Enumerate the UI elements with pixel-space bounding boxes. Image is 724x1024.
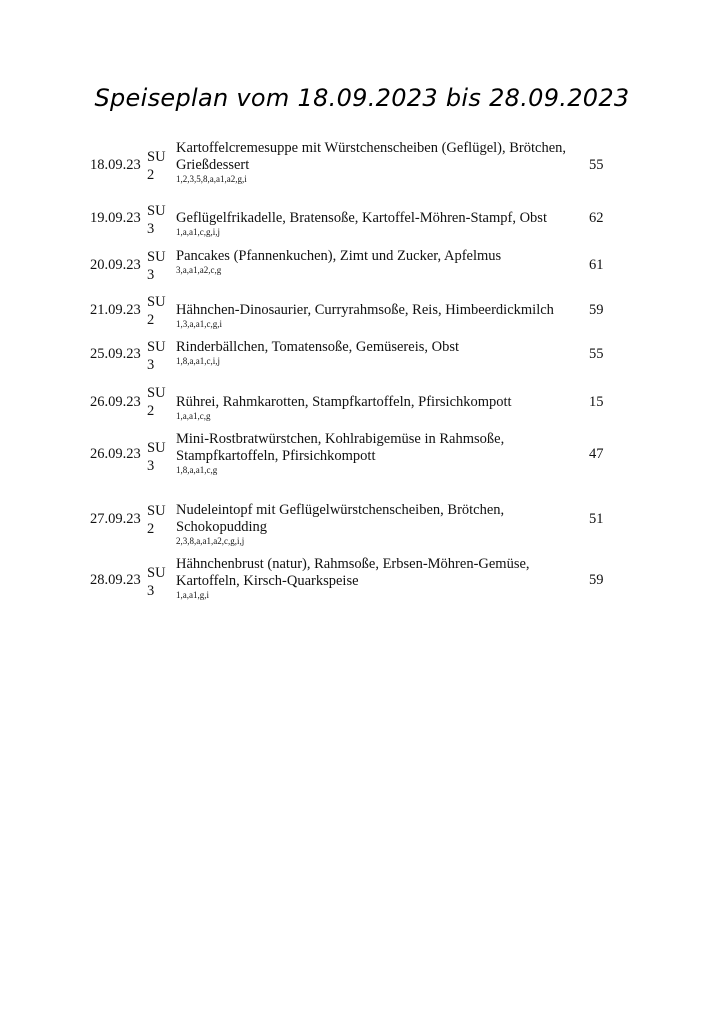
menu-meal-text: Rührei, Rahmkarotten, Stampfkartoffeln, Pfirsichkompott [176,394,512,410]
menu-type-number: 2 [147,521,155,537]
menu-meal [176,248,581,276]
menu-type-code: SU [147,385,166,401]
menu-count: 59 [589,572,604,588]
menu-meal [176,210,581,238]
menu-type [147,293,166,329]
menu-type-code: SU [147,440,166,456]
menu-allergens: 1,8,a,a1,c,g [176,465,218,475]
menu-allergens: 1,8,a,a1,c,i,j [176,356,220,366]
menu-allergens: 1,a,a1,g,i [176,590,209,600]
menu-type-number: 3 [147,357,155,373]
menu-type [147,148,166,184]
menu-allergens: 1,a,a1,c,g,i,j [176,227,220,237]
menu-count: 15 [589,394,604,410]
menu-count: 55 [589,346,604,362]
menu-count: 59 [589,302,604,318]
menu-count: 55 [589,157,604,173]
menu-type-code: SU [147,203,166,219]
menu-date: 27.09.23 [90,511,141,527]
menu-date: 20.09.23 [90,257,141,273]
menu-meal [176,394,581,422]
menu-type-code: SU [147,294,166,310]
menu-allergens: 3,a,a1,a2,c,g [176,265,222,275]
menu-meal [176,339,581,367]
menu-date: 26.09.23 [90,446,141,462]
menu-meal-text: Hähnchen-Dinosaurier, Curryrahmsoße, Reis, Himbeerdickmilch [176,302,554,318]
menu-type-number: 3 [147,221,155,237]
menu-meal-text: Hähnchenbrust (natur), Rahmsoße, Erbsen-Möhren-Gemüse, Kartoffeln, Kirsch-Quarkspeise [176,556,530,589]
menu-meal-text: Pancakes (Pfannenkuchen), Zimt und Zucker, Apfelmus [176,248,502,264]
menu-type-code: SU [147,149,166,165]
menu-allergens: 1,2,3,5,8,a,a1,a2,g,i [176,174,247,184]
menu-type [147,248,166,284]
menu-allergens: 1,3,a,a1,c,g,i [176,319,222,329]
menu-date: 25.09.23 [90,346,141,362]
menu-type-number: 3 [147,267,155,283]
menu-meal [176,556,581,601]
menu-meal [176,431,581,476]
menu-count: 51 [589,511,604,527]
menu-type-code: SU [147,503,166,519]
menu-meal-text: Mini-Rostbratwürstchen, Kohlrabigemüse in Rahmsoße, Stampfkartoffeln, Pfirsichkompott [176,431,505,464]
page-title: Speiseplan vom 18.09.2023 bis 28.09.2023 [94,84,630,112]
menu-allergens: 2,3,8,a,a1,a2,c,g,i,j [176,536,245,546]
menu-type-code: SU [147,249,166,265]
menu-type-number: 2 [147,403,155,419]
menu-meal-text: Kartoffelcremesuppe mit Würstchenscheiben (Geflügel), Brötchen, Grießdessert [176,140,567,173]
menu-date: 28.09.23 [90,572,141,588]
menu-type-number: 3 [147,458,155,474]
menu-date: 26.09.23 [90,394,141,410]
menu-meal [176,502,581,547]
menu-meal [176,140,581,185]
menu-type [147,439,166,475]
menu-type [147,384,166,420]
menu-type-number: 3 [147,583,155,599]
menu-type [147,502,166,538]
menu-date: 18.09.23 [90,157,141,173]
menu-type [147,564,166,600]
menu-type-code: SU [147,565,166,581]
menu-type [147,202,166,238]
menu-meal-text: Nudeleintopf mit Geflügelwürstchenscheiben, Brötchen, Schokopudding [176,502,505,535]
menu-type [147,338,166,374]
menu-meal-text: Rinderbällchen, Tomatensoße, Gemüsereis, Obst [176,339,460,355]
menu-meal-text: Geflügelfrikadelle, Bratensoße, Kartoffel-Möhren-Stampf, Obst [176,210,547,226]
menu-count: 47 [589,446,604,462]
menu-type-code: SU [147,339,166,355]
menu-type-number: 2 [147,167,155,183]
menu-meal [176,302,581,330]
menu-date: 19.09.23 [90,210,141,226]
menu-count: 61 [589,257,604,273]
menu-date: 21.09.23 [90,302,141,318]
menu-count: 62 [589,210,604,226]
menu-allergens: 1,a,a1,c,g [176,411,211,421]
menu-type-number: 2 [147,312,155,328]
